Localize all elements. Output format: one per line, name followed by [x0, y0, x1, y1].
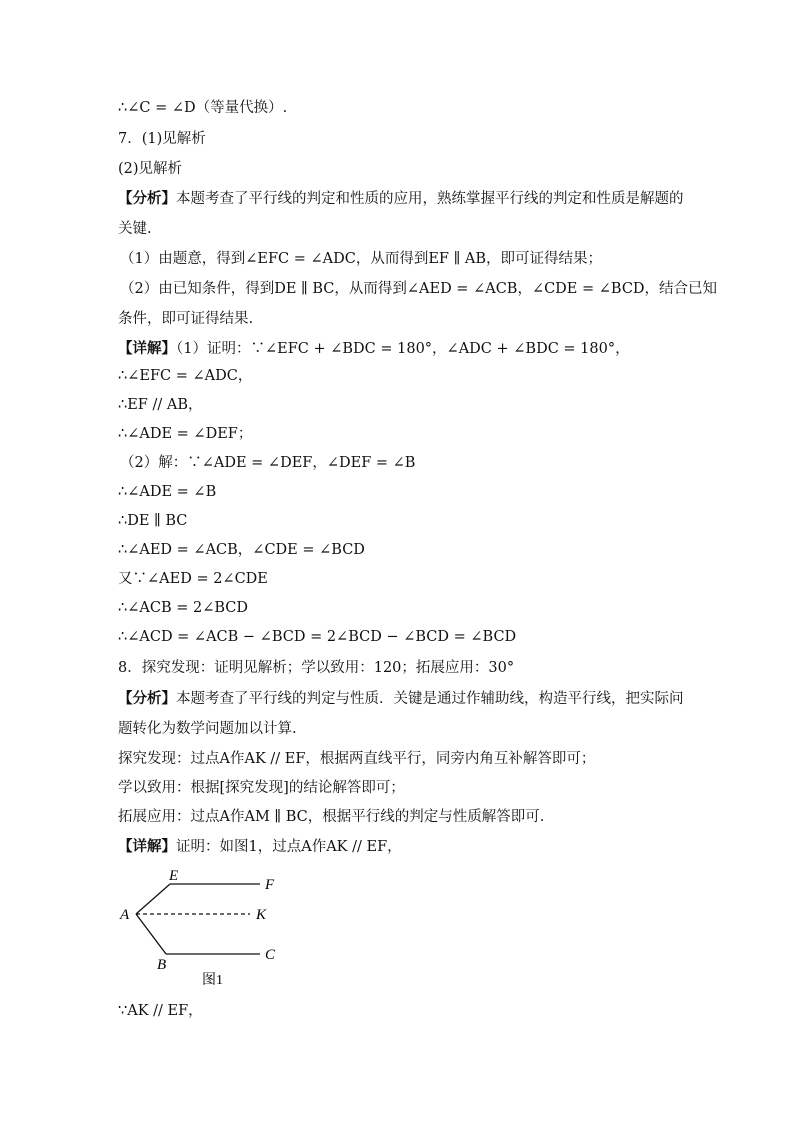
text-line: 拓展应用：过点A作AM ∥ BC，根据平行线的判定与性质解答即可. — [118, 809, 545, 825]
proof-line: ∴∠AED = ∠ACB，∠CDE = ∠BCD — [118, 542, 365, 558]
proof-line: ∴∠ACB = 2∠BCD — [118, 600, 248, 616]
text-line: 本题考查了平行线的判定和性质的应用，熟练掌握平行线的判定和性质是解题的 — [176, 191, 684, 207]
text-line: 关键. — [118, 221, 152, 237]
detail-tag: 【详解】 — [118, 838, 176, 855]
analysis-paragraph — [118, 689, 684, 709]
analysis-paragraph — [118, 189, 684, 209]
proof-line: （2）解：∵∠ADE = ∠DEF，∠DEF = ∠B — [120, 455, 416, 471]
text-line: ∴∠C = ∠D（等量代换）. — [118, 100, 288, 116]
figure-1 — [110, 862, 310, 992]
text-line: 本题考查了平行线的判定与性质．关键是通过作辅助线，构造平行线，把实际问 — [176, 691, 684, 707]
answer-8-heading: 8．探究发现：证明见解析；学以致用：120；拓展应用：30° — [118, 660, 515, 676]
proof-line: ∴DE ∥ BC — [118, 513, 188, 529]
answer-7-heading: 7．(1)见解析 — [118, 131, 206, 147]
text-line: 学以致用：根据[探究发现]的结论解答即可； — [118, 780, 405, 796]
analysis-tag: 【分析】 — [118, 190, 176, 207]
detail-paragraph — [118, 339, 630, 359]
answer-7-part-2: (2)见解析 — [118, 161, 183, 177]
figure-caption: 图1 — [202, 973, 223, 988]
detail-tag: 【详解】 — [118, 340, 176, 357]
label-a: A — [120, 907, 130, 923]
text-line: 题转化为数学问题加以计算. — [118, 721, 297, 737]
analysis-tag: 【分析】 — [118, 690, 176, 707]
proof-line: ∴∠ADE = ∠DEF； — [118, 426, 253, 442]
label-c: C — [265, 947, 276, 963]
proof-line: ∴EF // AB， — [118, 397, 203, 413]
text-line: （1）证明：∵∠EFC + ∠BDC = 180°，∠ADC + ∠BDC = 180°， — [176, 341, 630, 357]
detail-paragraph — [118, 837, 402, 857]
proof-line: ∴∠ADE = ∠B — [118, 484, 217, 500]
text-line: 条件，即可证得结果. — [118, 311, 254, 327]
proof-line: ∴∠ACD = ∠ACB − ∠BCD = 2∠BCD − ∠BCD = ∠BCD — [118, 629, 517, 645]
text-line: 证明：如图1，过点A作AK // EF， — [176, 839, 402, 855]
label-f: F — [265, 877, 275, 893]
text-line: 探究发现：过点A作AK // EF，根据两直线平行，同旁内角互补解答即可； — [118, 751, 596, 767]
text-line: （1）由题意，得到∠EFC = ∠ADC，从而得到EF ∥ AB，即可证得结果； — [120, 251, 603, 267]
proof-line: ∴∠EFC = ∠ADC， — [118, 368, 253, 384]
proof-line: ∵AK // EF， — [118, 1003, 203, 1019]
proof-line: 又∵∠AED = 2∠CDE — [118, 571, 268, 587]
segment-ab — [136, 914, 166, 954]
text-line: （2）由已知条件，得到DE ∥ BC，从而得到∠AED = ∠ACB，∠CDE = ∠BCD，结合已知 — [120, 281, 718, 297]
label-k: K — [256, 907, 267, 923]
label-b: B — [157, 957, 167, 973]
segment-ae — [136, 884, 170, 914]
label-e: E — [169, 868, 179, 884]
